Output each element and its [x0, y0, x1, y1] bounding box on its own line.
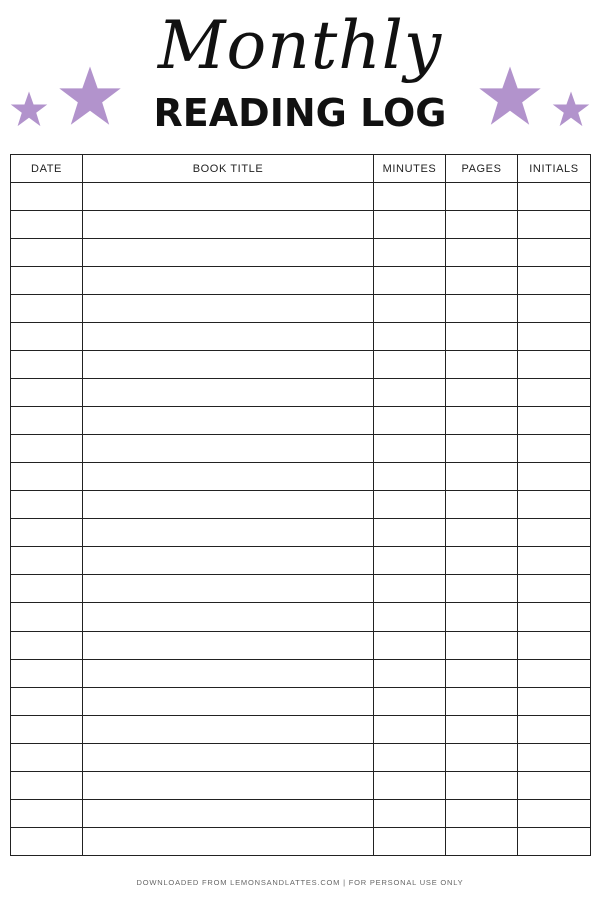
- initials-cell[interactable]: [518, 407, 591, 435]
- initials-cell[interactable]: [518, 743, 591, 771]
- initials-cell[interactable]: [518, 435, 591, 463]
- book-title-cell[interactable]: [83, 295, 374, 323]
- table-row: [11, 407, 591, 435]
- initials-cell[interactable]: [518, 323, 591, 351]
- minutes-cell[interactable]: [374, 435, 446, 463]
- pages-cell[interactable]: [446, 603, 518, 631]
- date-cell[interactable]: [11, 463, 83, 491]
- initials-cell[interactable]: [518, 211, 591, 239]
- initials-cell[interactable]: [518, 631, 591, 659]
- date-cell[interactable]: [11, 491, 83, 519]
- book-title-cell[interactable]: [83, 323, 374, 351]
- book-title-cell[interactable]: [83, 743, 374, 771]
- date-cell[interactable]: [11, 519, 83, 547]
- initials-cell[interactable]: [518, 547, 591, 575]
- table-row: [11, 295, 591, 323]
- book-title-cell[interactable]: [83, 687, 374, 715]
- table-row: [11, 603, 591, 631]
- initials-cell[interactable]: [518, 827, 591, 855]
- minutes-cell[interactable]: [374, 407, 446, 435]
- book-title-cell[interactable]: [83, 603, 374, 631]
- pages-cell[interactable]: [446, 379, 518, 407]
- date-cell[interactable]: [11, 743, 83, 771]
- minutes-cell[interactable]: [374, 771, 446, 799]
- pages-cell[interactable]: [446, 715, 518, 743]
- initials-cell[interactable]: [518, 239, 591, 267]
- table-row: [11, 211, 591, 239]
- minutes-cell[interactable]: [374, 351, 446, 379]
- pages-cell[interactable]: [446, 547, 518, 575]
- date-cell[interactable]: [11, 547, 83, 575]
- minutes-cell[interactable]: [374, 715, 446, 743]
- book-title-cell[interactable]: [83, 631, 374, 659]
- minutes-cell[interactable]: [374, 687, 446, 715]
- book-title-cell[interactable]: [83, 267, 374, 295]
- date-cell[interactable]: [11, 715, 83, 743]
- initials-cell[interactable]: [518, 575, 591, 603]
- date-cell[interactable]: [11, 323, 83, 351]
- book-title-cell[interactable]: [83, 239, 374, 267]
- book-title-cell[interactable]: [83, 407, 374, 435]
- table-row: [11, 743, 591, 771]
- minutes-cell[interactable]: [374, 799, 446, 827]
- minutes-cell[interactable]: [374, 827, 446, 855]
- table-row: [11, 239, 591, 267]
- pages-cell[interactable]: [446, 295, 518, 323]
- minutes-cell[interactable]: [374, 631, 446, 659]
- pages-cell[interactable]: [446, 239, 518, 267]
- table-row: [11, 771, 591, 799]
- minutes-cell[interactable]: [374, 211, 446, 239]
- initials-cell[interactable]: [518, 715, 591, 743]
- initials-cell[interactable]: [518, 295, 591, 323]
- initials-cell[interactable]: [518, 799, 591, 827]
- book-title-cell[interactable]: [83, 519, 374, 547]
- date-cell[interactable]: [11, 351, 83, 379]
- date-cell[interactable]: [11, 379, 83, 407]
- table-row: [11, 435, 591, 463]
- minutes-cell[interactable]: [374, 743, 446, 771]
- pages-cell[interactable]: [446, 771, 518, 799]
- pages-cell[interactable]: [446, 463, 518, 491]
- minutes-cell[interactable]: [374, 575, 446, 603]
- pages-cell[interactable]: [446, 267, 518, 295]
- minutes-cell[interactable]: [374, 603, 446, 631]
- minutes-cell[interactable]: [374, 659, 446, 687]
- book-title-cell[interactable]: [83, 211, 374, 239]
- table-row: [11, 351, 591, 379]
- date-cell[interactable]: [11, 239, 83, 267]
- initials-cell[interactable]: [518, 183, 591, 211]
- minutes-cell[interactable]: [374, 491, 446, 519]
- book-title-cell[interactable]: [83, 463, 374, 491]
- pages-cell[interactable]: [446, 491, 518, 519]
- minutes-cell[interactable]: [374, 239, 446, 267]
- pages-cell[interactable]: [446, 743, 518, 771]
- minutes-cell[interactable]: [374, 519, 446, 547]
- table-row: [11, 687, 591, 715]
- pages-cell[interactable]: [446, 659, 518, 687]
- pages-cell[interactable]: [446, 799, 518, 827]
- table-row: [11, 267, 591, 295]
- date-cell[interactable]: [11, 631, 83, 659]
- table-row: [11, 379, 591, 407]
- table-row: [11, 659, 591, 687]
- table-row: [11, 631, 591, 659]
- reading-log-table: [10, 154, 591, 856]
- minutes-cell[interactable]: [374, 323, 446, 351]
- initials-cell[interactable]: [518, 659, 591, 687]
- table-row: [11, 491, 591, 519]
- book-title-cell[interactable]: [83, 435, 374, 463]
- table-row: [11, 547, 591, 575]
- initials-cell[interactable]: [518, 603, 591, 631]
- header: [0, 0, 600, 150]
- pages-cell[interactable]: [446, 407, 518, 435]
- table-row: [11, 799, 591, 827]
- book-title-cell[interactable]: [83, 659, 374, 687]
- initials-cell[interactable]: [518, 267, 591, 295]
- book-title-cell[interactable]: [83, 827, 374, 855]
- pages-cell[interactable]: [446, 519, 518, 547]
- book-title-cell[interactable]: [83, 491, 374, 519]
- date-cell[interactable]: [11, 799, 83, 827]
- pages-cell[interactable]: [446, 183, 518, 211]
- table-row: [11, 183, 591, 211]
- date-cell[interactable]: [11, 687, 83, 715]
- date-cell[interactable]: [11, 435, 83, 463]
- date-cell[interactable]: [11, 267, 83, 295]
- minutes-cell[interactable]: [374, 267, 446, 295]
- footer-note: DOWNLOADED FROM LEMONSANDLATTES.COM | FOR PERSONAL USE ONLY: [136, 878, 464, 887]
- table-body: [11, 183, 591, 856]
- date-cell[interactable]: [11, 407, 83, 435]
- minutes-cell[interactable]: [374, 547, 446, 575]
- book-title-cell[interactable]: [83, 715, 374, 743]
- column-header-date: DATE: [11, 155, 83, 183]
- book-title-cell[interactable]: [83, 799, 374, 827]
- table-row: [11, 463, 591, 491]
- minutes-cell[interactable]: [374, 183, 446, 211]
- date-cell[interactable]: [11, 211, 83, 239]
- table-row: [11, 323, 591, 351]
- book-title-cell[interactable]: [83, 379, 374, 407]
- initials-cell[interactable]: [518, 491, 591, 519]
- date-cell[interactable]: [11, 183, 83, 211]
- pages-cell[interactable]: [446, 575, 518, 603]
- minutes-cell[interactable]: [374, 379, 446, 407]
- book-title-cell[interactable]: [83, 575, 374, 603]
- initials-cell[interactable]: [518, 379, 591, 407]
- minutes-cell[interactable]: [374, 463, 446, 491]
- date-cell[interactable]: [11, 295, 83, 323]
- initials-cell[interactable]: [518, 771, 591, 799]
- column-header-minutes: MINUTES: [374, 155, 446, 183]
- pages-cell[interactable]: [446, 211, 518, 239]
- header-row: [11, 155, 591, 183]
- book-title-cell[interactable]: [83, 351, 374, 379]
- book-title-cell[interactable]: [83, 547, 374, 575]
- initials-cell[interactable]: [518, 519, 591, 547]
- pages-cell[interactable]: [446, 631, 518, 659]
- table-row: [11, 715, 591, 743]
- column-header-pages: PAGES: [446, 155, 518, 183]
- date-cell[interactable]: [11, 575, 83, 603]
- book-title-cell[interactable]: [83, 771, 374, 799]
- title-script: Monthly: [157, 7, 443, 84]
- date-cell[interactable]: [11, 771, 83, 799]
- initials-cell[interactable]: [518, 463, 591, 491]
- date-cell[interactable]: [11, 827, 83, 855]
- table-row: [11, 575, 591, 603]
- pages-cell[interactable]: [446, 323, 518, 351]
- column-header-initials: INITIALS: [518, 155, 591, 183]
- book-title-cell[interactable]: [83, 183, 374, 211]
- pages-cell[interactable]: [446, 827, 518, 855]
- column-header-book-title: BOOK TITLE: [83, 155, 374, 183]
- initials-cell[interactable]: [518, 351, 591, 379]
- date-cell[interactable]: [11, 603, 83, 631]
- table-row: [11, 827, 591, 855]
- date-cell[interactable]: [11, 659, 83, 687]
- pages-cell[interactable]: [446, 435, 518, 463]
- minutes-cell[interactable]: [374, 295, 446, 323]
- pages-cell[interactable]: [446, 351, 518, 379]
- title-bold: READING LOG: [153, 91, 447, 135]
- pages-cell[interactable]: [446, 687, 518, 715]
- table-row: [11, 519, 591, 547]
- initials-cell[interactable]: [518, 687, 591, 715]
